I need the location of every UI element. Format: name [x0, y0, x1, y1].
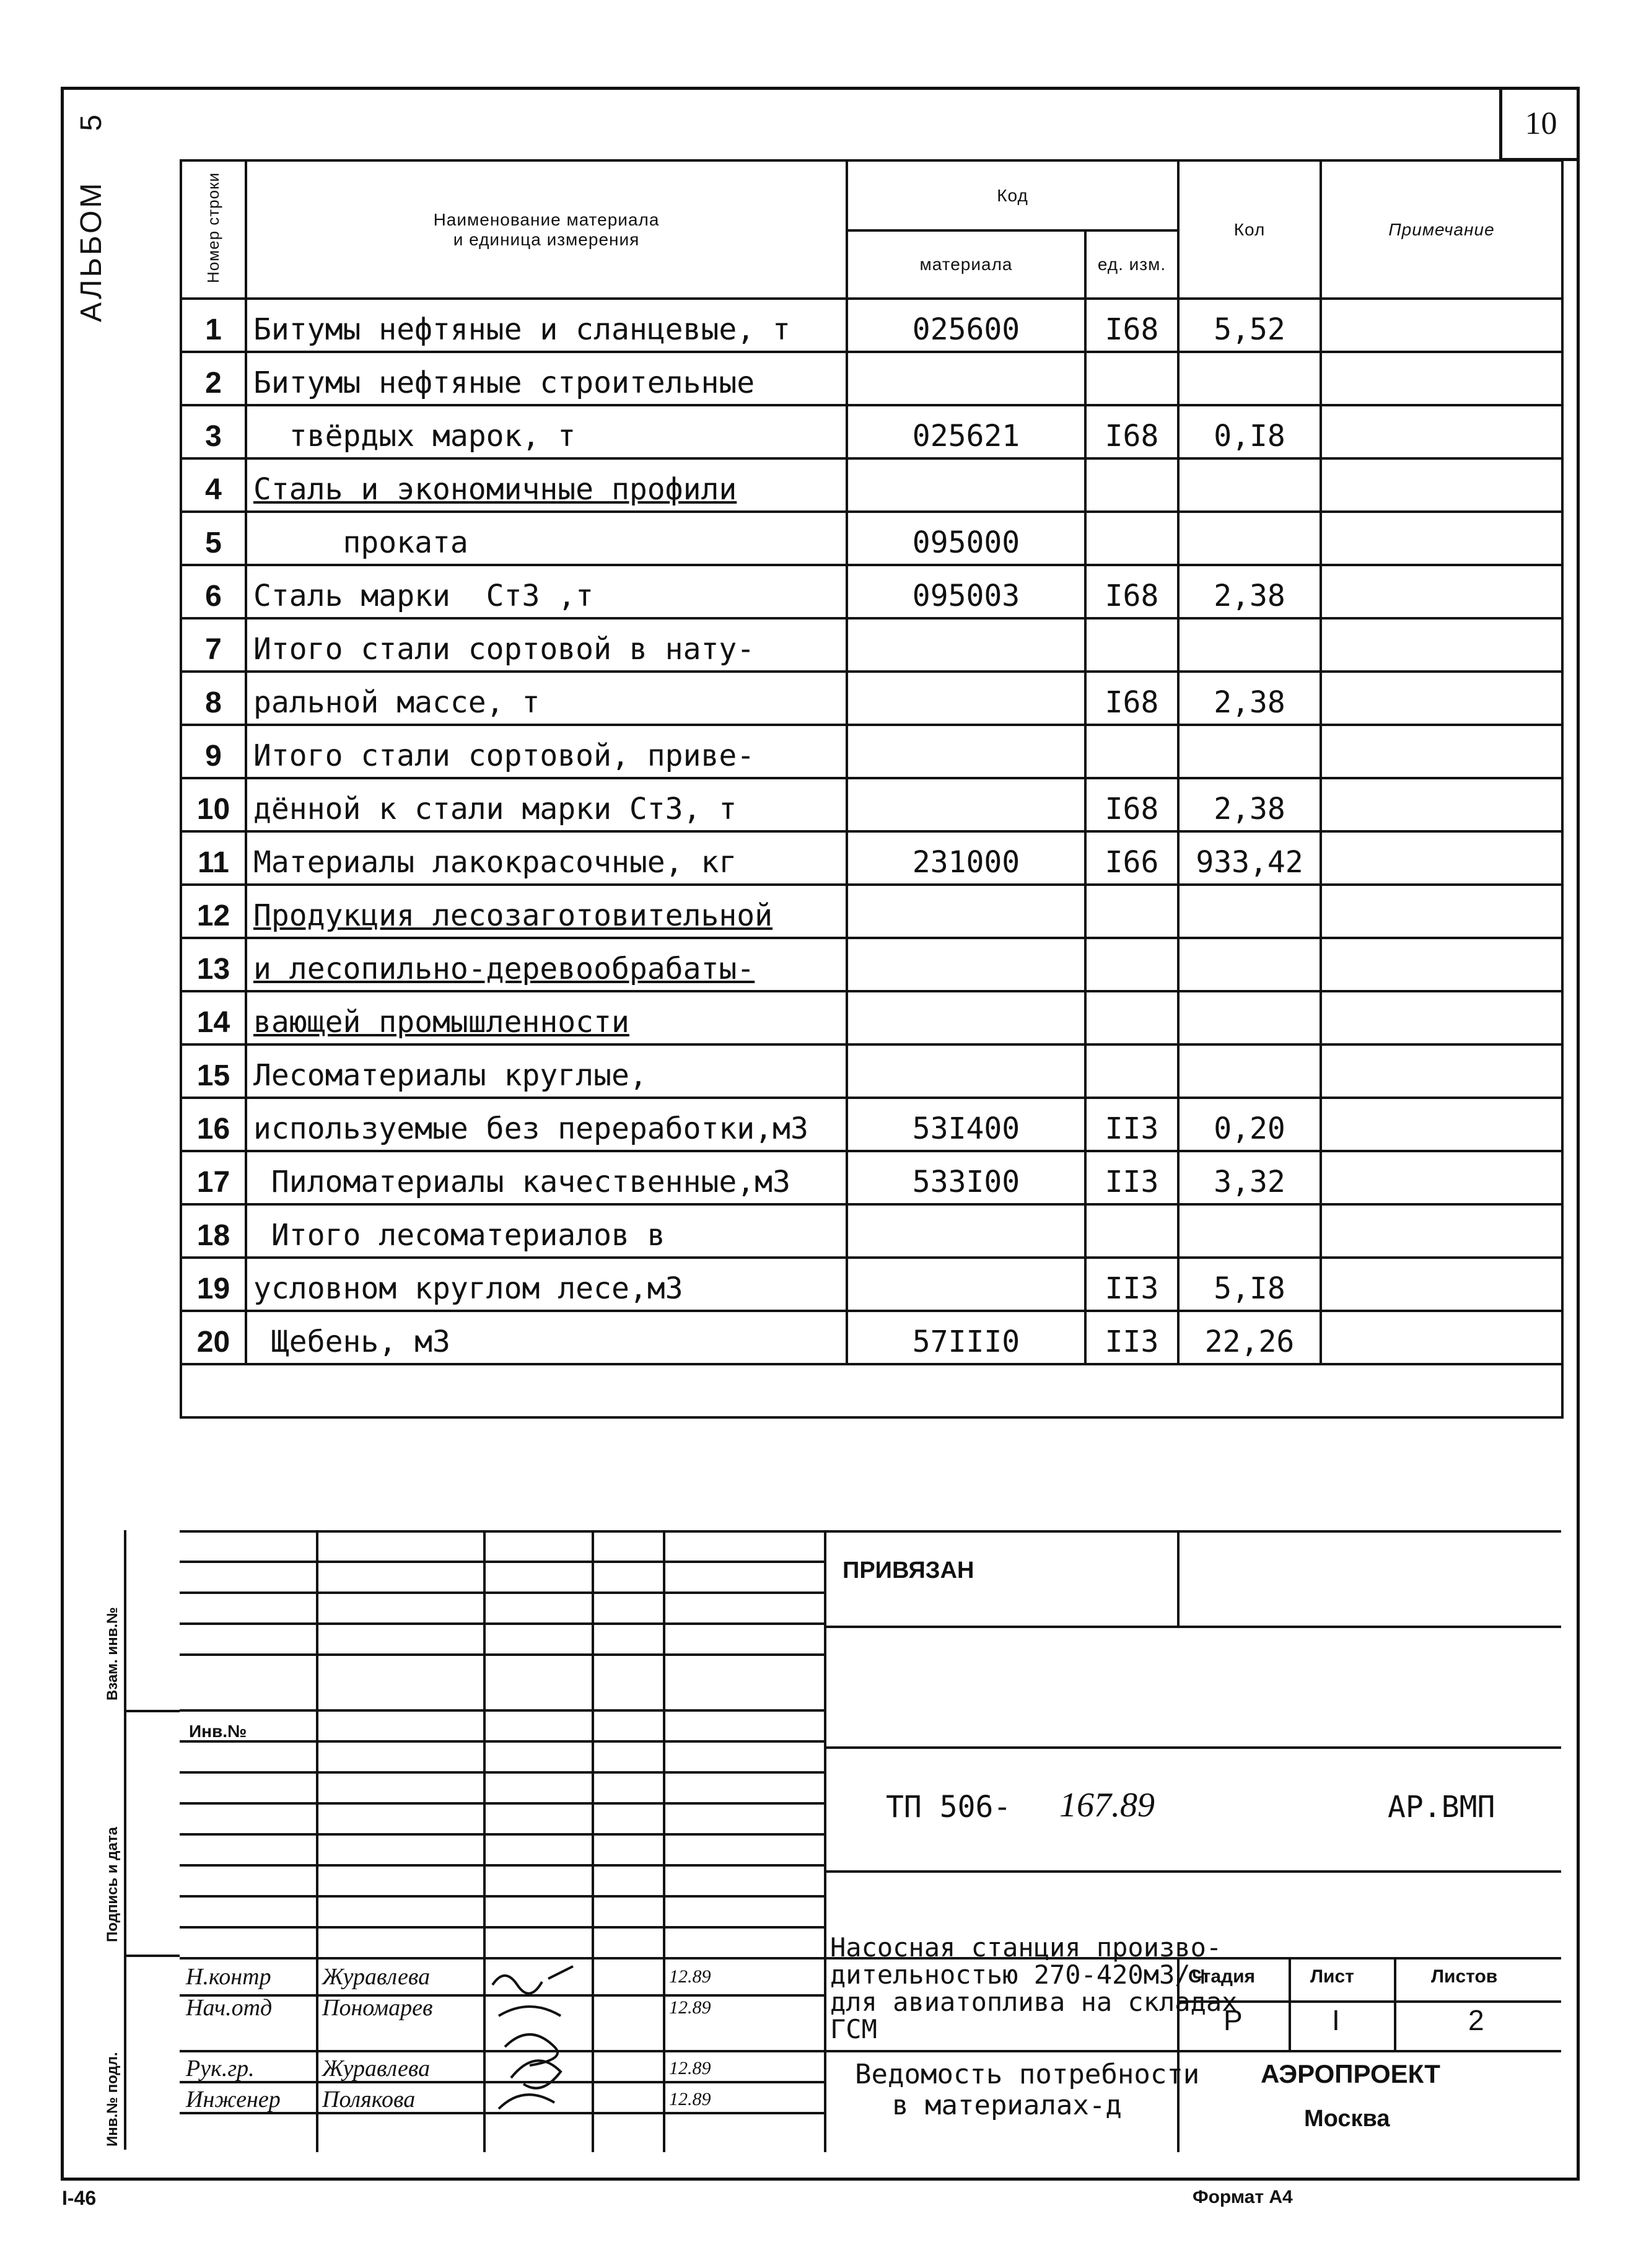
note	[1321, 672, 1562, 725]
quantity: 2,38	[1178, 778, 1321, 831]
quantity	[1178, 725, 1321, 778]
signature-name: Пономарев	[322, 1995, 433, 2021]
material-name: Лесоматериалы круглые,	[246, 1044, 847, 1098]
table-row	[181, 1098, 1562, 1151]
material-name: Битумы нефтяные и сланцевые, т	[246, 299, 847, 352]
material-name: Щебень, м3	[246, 1311, 847, 1364]
city: Москва	[1304, 2106, 1390, 2132]
material-code	[847, 1204, 1085, 1258]
note	[1321, 1098, 1562, 1151]
signature-role: Н.контр	[186, 1964, 271, 1990]
object-description: Насосная станция произво- дительностью 270-420м3/ч для авиатоплива на складах ГСМ	[830, 1932, 1238, 2044]
sheet-label: Лист	[1310, 1966, 1354, 1987]
signature-date: 12.89	[669, 2089, 711, 2109]
material-code	[847, 778, 1085, 831]
table-row	[181, 299, 1562, 352]
signature-name: Полякова	[322, 2086, 416, 2113]
quantity: 0,I8	[1178, 405, 1321, 458]
row-number: 6	[181, 565, 246, 618]
quantity	[1178, 618, 1321, 672]
material-code: 095003	[847, 565, 1085, 618]
material-code	[847, 991, 1085, 1044]
quantity	[1178, 512, 1321, 565]
material-code: 025621	[847, 405, 1085, 458]
table-row	[181, 1364, 1562, 1417]
material-name: дённой к стали марки Ст3, т	[246, 778, 847, 831]
row-number: 19	[181, 1258, 246, 1311]
signature-name: Журавлева	[322, 1964, 431, 1990]
unit-code	[1085, 885, 1178, 938]
row-number: 15	[181, 1044, 246, 1098]
row-number: 16	[181, 1098, 246, 1151]
row-number: 3	[181, 405, 246, 458]
unit-code	[1085, 991, 1178, 1044]
col-note: Примечание	[1321, 160, 1562, 299]
table-row	[181, 1151, 1562, 1204]
quantity: 5,52	[1178, 299, 1321, 352]
material-name: условном круглом лесе,м3	[246, 1258, 847, 1311]
note	[1321, 885, 1562, 938]
stage-label: Стадия	[1188, 1966, 1256, 1987]
quantity: 5,I8	[1178, 1258, 1321, 1311]
material-name: используемые без переработки,м3	[246, 1098, 847, 1151]
row-number: 9	[181, 725, 246, 778]
unit-code	[1085, 1204, 1178, 1258]
unit-code	[1085, 618, 1178, 672]
empty-row	[181, 1364, 1562, 1417]
col-qty: Кол	[1178, 160, 1321, 299]
table-row	[181, 1311, 1562, 1364]
material-name: Сталь марки Ст3 ,т	[246, 565, 847, 618]
material-code: 231000	[847, 831, 1085, 885]
material-code	[847, 725, 1085, 778]
table-row	[181, 991, 1562, 1044]
row-number: 14	[181, 991, 246, 1044]
quantity: 22,26	[1178, 1311, 1321, 1364]
unit-code	[1085, 1044, 1178, 1098]
doc-number: 167.89	[1059, 1786, 1155, 1824]
unit-code: I68	[1085, 565, 1178, 618]
signature-name: Журавлева	[322, 2056, 431, 2082]
row-number: 11	[181, 831, 246, 885]
material-name: и лесопильно-деревообрабаты-	[246, 938, 847, 991]
unit-code: I68	[1085, 778, 1178, 831]
format-label: Формат А4	[1193, 2187, 1293, 2207]
unit-code	[1085, 512, 1178, 565]
note	[1321, 1204, 1562, 1258]
signature-role: Инженер	[186, 2086, 281, 2113]
table-row	[181, 938, 1562, 991]
quantity: 2,38	[1178, 565, 1321, 618]
title-block	[180, 1530, 1561, 2150]
material-code	[847, 672, 1085, 725]
material-code	[847, 1258, 1085, 1311]
unit-code: II3	[1085, 1258, 1178, 1311]
material-name: Продукция лесозаготовительной	[246, 885, 847, 938]
note	[1321, 1044, 1562, 1098]
note	[1321, 778, 1562, 831]
quantity	[1178, 991, 1321, 1044]
table-row	[181, 565, 1562, 618]
col-unit: ед. изм.	[1085, 230, 1178, 299]
material-code: 095000	[847, 512, 1085, 565]
table-row	[181, 512, 1562, 565]
row-number: 4	[181, 458, 246, 512]
signature-scribbles	[486, 1960, 589, 2146]
note	[1321, 1258, 1562, 1311]
note	[1321, 831, 1562, 885]
table-row	[181, 725, 1562, 778]
unit-code: I68	[1085, 672, 1178, 725]
table-row	[181, 1258, 1562, 1311]
material-name: вающей промышленности	[246, 991, 847, 1044]
unit-code: I66	[1085, 831, 1178, 885]
row-number: 13	[181, 938, 246, 991]
quantity	[1178, 938, 1321, 991]
material-name: Итого лесоматериалов в	[246, 1204, 847, 1258]
row-number: 7	[181, 618, 246, 672]
quantity: 3,32	[1178, 1151, 1321, 1204]
table-row	[181, 885, 1562, 938]
inv-label: Инв.№	[189, 1722, 247, 1741]
note	[1321, 938, 1562, 991]
col-row-number: Номер строки	[181, 160, 246, 299]
table-row	[181, 778, 1562, 831]
material-code	[847, 352, 1085, 405]
page-code: I-46	[62, 2187, 97, 2209]
privyazan-label: ПРИВЯЗАН	[843, 1557, 974, 1583]
table-row	[181, 405, 1562, 458]
side-label: Взам. инв.№	[104, 1607, 121, 1701]
material-name: Пиломатериалы качественные,м3	[246, 1151, 847, 1204]
table-row	[181, 458, 1562, 512]
note	[1321, 405, 1562, 458]
table-row	[181, 1044, 1562, 1098]
sheets-value: 2	[1468, 2004, 1484, 2036]
unit-code: II3	[1085, 1311, 1178, 1364]
organization: АЭРОПРОЕКТ	[1261, 2059, 1440, 2088]
materials-table	[180, 159, 1564, 1419]
row-number: 10	[181, 778, 246, 831]
quantity	[1178, 885, 1321, 938]
quantity: 933,42	[1178, 831, 1321, 885]
material-name: твёрдых марок, т	[246, 405, 847, 458]
table-row	[181, 1204, 1562, 1258]
table-row	[181, 672, 1562, 725]
material-code	[847, 618, 1085, 672]
unit-code: I68	[1085, 405, 1178, 458]
table-row	[181, 352, 1562, 405]
material-code	[847, 938, 1085, 991]
unit-code	[1085, 725, 1178, 778]
material-code: 025600	[847, 299, 1085, 352]
note	[1321, 299, 1562, 352]
col-material: материала	[847, 230, 1085, 299]
album-label: АЛЬБОМ5	[75, 112, 108, 322]
signature-date: 12.89	[669, 2058, 711, 2078]
sheets-label: Листов	[1431, 1966, 1498, 1987]
doc-suffix: АР.ВМП	[1388, 1790, 1495, 1824]
material-code	[847, 885, 1085, 938]
material-name: Битумы нефтяные строительные	[246, 352, 847, 405]
material-code	[847, 1044, 1085, 1098]
sheet-number: 10	[1499, 87, 1580, 161]
signature-date: 12.89	[669, 1966, 711, 1987]
unit-code: II3	[1085, 1098, 1178, 1151]
material-name: Материалы лакокрасочные, кг	[246, 831, 847, 885]
material-name: ральной массе, т	[246, 672, 847, 725]
quantity	[1178, 352, 1321, 405]
row-number: 18	[181, 1204, 246, 1258]
unit-code	[1085, 352, 1178, 405]
side-label: Подпись и дата	[104, 1827, 121, 1942]
note	[1321, 618, 1562, 672]
table-row	[181, 831, 1562, 885]
row-number: 17	[181, 1151, 246, 1204]
note	[1321, 1151, 1562, 1204]
sheet-value: I	[1332, 2004, 1340, 2036]
note	[1321, 565, 1562, 618]
note	[1321, 352, 1562, 405]
sheet-title: Ведомость потребности в материалах-д	[855, 2059, 1200, 2121]
signature-role: Нач.отд	[186, 1995, 273, 2021]
row-number: 8	[181, 672, 246, 725]
note	[1321, 991, 1562, 1044]
row-number: 1	[181, 299, 246, 352]
unit-code	[1085, 458, 1178, 512]
quantity	[1178, 458, 1321, 512]
note	[1321, 725, 1562, 778]
unit-code: II3	[1085, 1151, 1178, 1204]
side-label: Инв.№ подл.	[104, 2052, 121, 2147]
col-code: Код	[847, 160, 1178, 230]
unit-code	[1085, 938, 1178, 991]
table-row	[181, 618, 1562, 672]
material-code	[847, 458, 1085, 512]
row-number: 5	[181, 512, 246, 565]
note	[1321, 458, 1562, 512]
quantity	[1178, 1044, 1321, 1098]
material-name: Итого стали сортовой в нату-	[246, 618, 847, 672]
quantity: 2,38	[1178, 672, 1321, 725]
material-name: Итого стали сортовой, приве-	[246, 725, 847, 778]
note	[1321, 512, 1562, 565]
col-name: Наименование материала и единица измерения	[246, 160, 847, 299]
material-name: проката	[246, 512, 847, 565]
material-code: 533I00	[847, 1151, 1085, 1204]
row-number: 20	[181, 1311, 246, 1364]
signature-role: Рук.гр.	[186, 2056, 255, 2082]
material-code: 53I400	[847, 1098, 1085, 1151]
row-number: 2	[181, 352, 246, 405]
unit-code: I68	[1085, 299, 1178, 352]
row-number: 12	[181, 885, 246, 938]
doc-prefix: ТП 506-	[886, 1790, 1012, 1824]
material-name: Сталь и экономичные профили	[246, 458, 847, 512]
quantity: 0,20	[1178, 1098, 1321, 1151]
quantity	[1178, 1204, 1321, 1258]
stage-value: Р	[1224, 2004, 1243, 2036]
signature-date: 12.89	[669, 1997, 711, 2018]
note	[1321, 1311, 1562, 1364]
material-code: 57III0	[847, 1311, 1085, 1364]
